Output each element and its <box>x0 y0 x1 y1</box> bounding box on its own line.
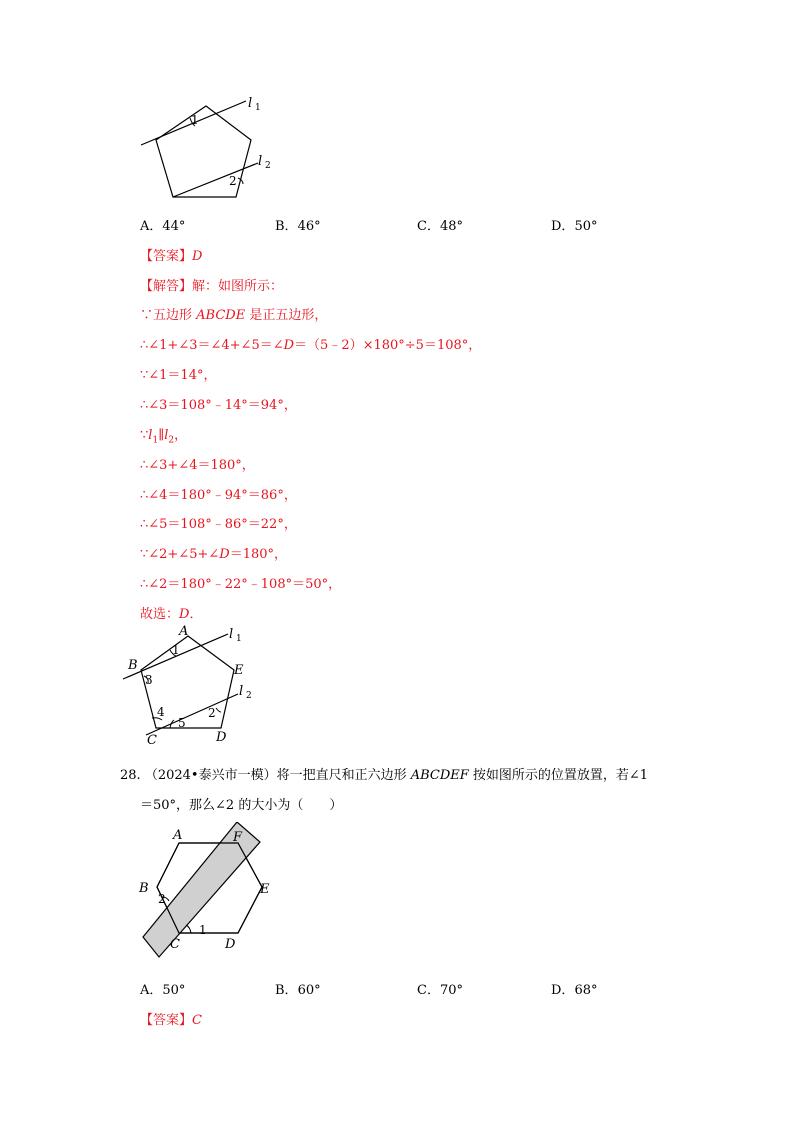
question-text: 按如图所示的位置放置，若∠1 <box>468 768 649 783</box>
conclusion-answer: D <box>179 607 190 622</box>
answer-tag: 【答案】 <box>140 249 193 264</box>
label-C: C <box>170 937 180 952</box>
step-text: ∴∠1+∠3＝∠4+∠5＝∠ <box>140 338 284 353</box>
step-italic: l <box>164 428 169 443</box>
label-l2: l <box>239 684 244 699</box>
line-l2 <box>173 163 258 197</box>
option-letter: A． <box>140 219 163 234</box>
solution-step-8 <box>140 513 297 532</box>
q28-option-c <box>417 979 463 998</box>
conclusion-text: 故选： <box>140 607 180 622</box>
label-angle1: 1 <box>172 643 180 657</box>
label-angle5: 5 <box>178 716 186 730</box>
step-text: ， <box>174 428 188 443</box>
step-sub: 2 <box>168 435 175 446</box>
label-angle2: 2 <box>229 174 237 188</box>
label-angle4: 4 <box>157 705 165 719</box>
label-A: A <box>179 624 189 639</box>
option-value: 60° <box>297 983 321 998</box>
solution-step-9 <box>140 543 287 562</box>
label-B: B <box>128 658 138 673</box>
solution-tag: 【解答】 <box>140 279 193 294</box>
label-F: F <box>233 830 243 845</box>
label-l2: l <box>258 154 263 169</box>
q28-answer <box>140 1009 202 1028</box>
option-letter: C． <box>417 219 440 234</box>
step-text: ∴∠3＝108°﹣14°＝94°， <box>140 398 297 413</box>
option-value: 50° <box>574 219 598 234</box>
q28-line-1 <box>120 764 648 783</box>
label-l2-sub: 2 <box>265 161 271 171</box>
label-angle1: 1 <box>199 923 207 937</box>
solution-step-7 <box>140 484 297 503</box>
option-letter: B． <box>275 983 298 998</box>
figure-hexagon-ruler <box>130 822 280 962</box>
solution-intro-text: 解：如图所示： <box>192 279 284 294</box>
label-l2-sub: 2 <box>246 691 252 701</box>
step-text: ∵五边形 <box>140 308 197 323</box>
question-text: （2024•泰兴市一模）将一把直尺和正六边形 <box>144 768 411 783</box>
label-A: A <box>173 828 183 843</box>
step-text: ∵∠2+∠5+∠ <box>140 547 220 562</box>
option-letter: D． <box>551 219 575 234</box>
step-italic: D <box>283 338 295 353</box>
step-text: ∴∠4＝180°﹣94°＝86°， <box>140 488 297 503</box>
question-number: 28. <box>120 768 141 783</box>
option-value: 48° <box>439 219 463 234</box>
label-E: E <box>234 663 244 678</box>
q27-option-c <box>417 215 463 234</box>
label-B: B <box>139 881 149 896</box>
answer-tag: 【答案】 <box>140 1013 193 1028</box>
solution-step-5 <box>140 424 187 446</box>
step-text: ＝（5﹣2）×180°÷5＝108°， <box>294 338 482 353</box>
step-text: ∥ <box>158 428 165 443</box>
pentagon-abcde <box>141 636 234 728</box>
q28-line-2 <box>140 794 342 813</box>
option-value: 50° <box>162 983 186 998</box>
label-angle2: 2 <box>208 706 216 720</box>
step-text: ＝180°， <box>229 547 288 562</box>
solution-step-4 <box>140 394 297 413</box>
q27-solution-intro <box>140 275 283 294</box>
label-D: D <box>225 937 236 952</box>
option-value: 70° <box>439 983 463 998</box>
label-E: E <box>260 882 270 897</box>
label-D: D <box>216 730 227 745</box>
figure-pentagon-lines <box>135 92 285 204</box>
step-text: ∵∠1＝14°， <box>140 368 217 383</box>
label-l1-sub: 1 <box>255 103 261 113</box>
step-text: ∵ <box>140 428 149 443</box>
label-angle1: 1 <box>191 113 199 127</box>
question-text: ＝50°，那么∠2 的大小为（ ） <box>140 798 343 813</box>
label-angle3: 3 <box>145 673 153 687</box>
q28-option-b <box>275 979 321 998</box>
q27-option-b <box>275 215 321 234</box>
label-l1-sub: 1 <box>236 634 242 644</box>
q27-option-a <box>140 215 185 234</box>
option-letter: A． <box>140 983 163 998</box>
option-value: 68° <box>574 983 598 998</box>
step-text: ∴∠3+∠4＝180°， <box>140 458 255 473</box>
step-text: 是正五边形， <box>245 308 328 323</box>
q28-option-a <box>140 979 185 998</box>
solution-step-1 <box>140 304 327 323</box>
answer-value: D <box>192 249 203 264</box>
option-letter: B． <box>275 219 298 234</box>
question-italic: ABCDEF <box>410 768 469 783</box>
solution-conclusion <box>140 603 202 622</box>
step-text: ∴∠2＝180°﹣22°﹣108°＝50°， <box>140 577 342 592</box>
solution-step-2 <box>140 334 481 353</box>
step-sub: 1 <box>152 435 159 446</box>
step-italic: l <box>148 428 153 443</box>
option-letter: C． <box>417 983 440 998</box>
label-angle2: 2 <box>158 892 166 906</box>
step-italic: ABCDE <box>196 308 246 323</box>
figure-labeled-pentagon <box>115 622 265 747</box>
step-text: ∴∠5＝108°﹣86°＝22°， <box>140 517 297 532</box>
option-letter: D． <box>551 983 575 998</box>
label-l1: l <box>229 627 234 642</box>
solution-step-3 <box>140 364 216 383</box>
conclusion-text: ． <box>189 607 203 622</box>
label-C: C <box>147 733 157 747</box>
angle2-arc <box>216 708 221 712</box>
option-value: 44° <box>162 219 186 234</box>
option-value: 46° <box>297 219 321 234</box>
pentagon-shape <box>156 106 251 197</box>
q27-answer <box>140 245 202 264</box>
answer-value: C <box>192 1013 202 1028</box>
solution-step-6 <box>140 454 255 473</box>
solution-step-10 <box>140 573 341 592</box>
q28-option-d <box>551 979 597 998</box>
step-italic: D <box>219 547 230 562</box>
label-l1: l <box>248 96 253 111</box>
q27-option-d <box>551 215 597 234</box>
